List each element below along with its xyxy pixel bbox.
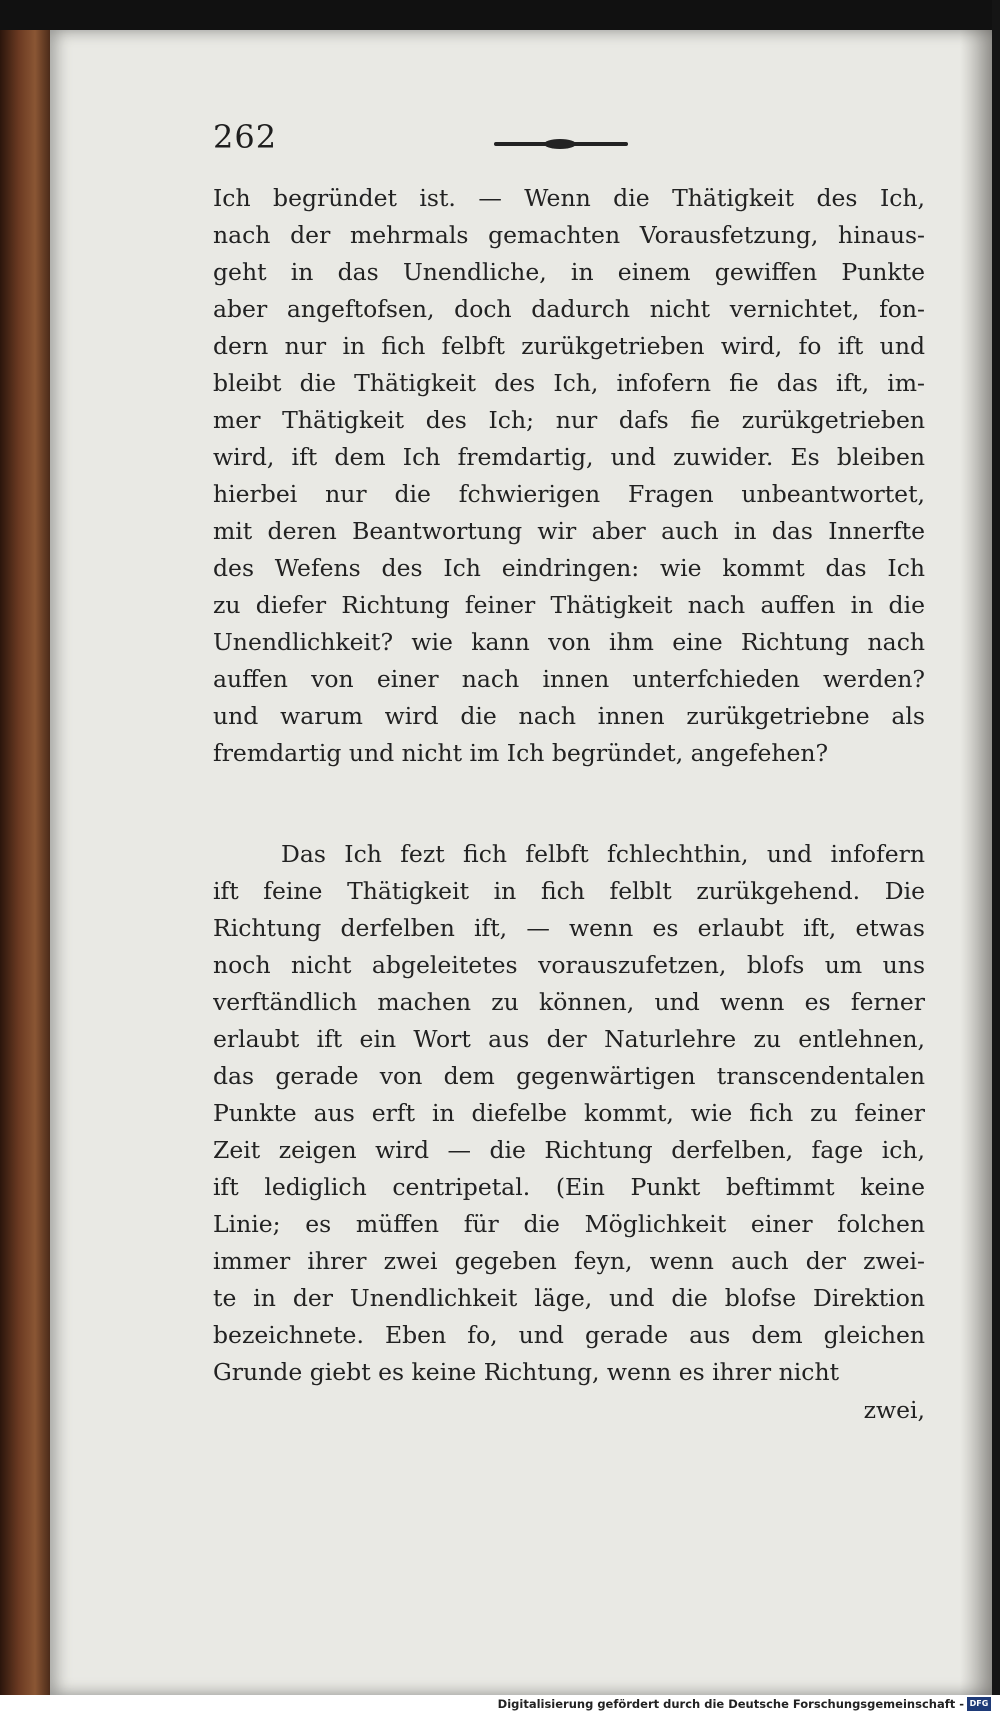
catchword-block <box>213 1392 925 1429</box>
text-line: und warum wird die nach innen zurükgetriebne als <box>213 702 925 730</box>
text-line: verftändlich machen zu können, und wenn es ferner <box>213 988 925 1016</box>
viewer-right-bar <box>992 0 1000 1715</box>
text-line: Zeit zeigen wird — die Richtung derfelben, fage ich, <box>213 1136 925 1164</box>
text-line: zu diefer Richtung feiner Thätigkeit nach auffen in die <box>213 591 925 619</box>
text-line: geht in das Unendliche, in einem gewiffen Punkte <box>213 258 925 286</box>
catchword: zwei, <box>863 1396 925 1424</box>
text-line: ift lediglich centripetal. (Ein Punkt beftimmt keine <box>213 1173 925 1201</box>
dfg-logo: DFG <box>967 1697 991 1711</box>
text-line: nach der mehrmals gemachten Vorausfetzung, hinaus- <box>213 221 925 249</box>
page-number: 262 <box>213 118 278 156</box>
text-line: ift feine Thätigkeit in fich felblt zurükgehend. Die <box>213 877 925 905</box>
text-line: Ich begründet ist. — Wenn die Thätigkeit des Ich, <box>213 184 925 212</box>
footer-credit: Digitalisierung gefördert durch die Deutsche Forschungsgemeinschaft - <box>497 1697 964 1711</box>
text-line: hierbei nur die fchwierigen Fragen unbeantwortet, <box>213 480 925 508</box>
text-line: aber angeftofsen, doch dadurch nicht vernichtet, fon- <box>213 295 925 323</box>
text-line: Grunde giebt es keine Richtung, wenn es ihrer nicht <box>213 1358 840 1386</box>
text-line: mer Thätigkeit des Ich; nur dafs fie zurükgetrieben <box>213 406 925 434</box>
text-line: erlaubt ift ein Wort aus der Naturlehre zu entlehnen, <box>213 1025 925 1053</box>
text-line: bezeichnete. Eben fo, und gerade aus dem gleichen <box>213 1321 925 1349</box>
text-line: das gerade von dem gegenwärtigen transcendentalen <box>213 1062 925 1090</box>
text-line: Unendlichkeit? wie kann von ihm eine Richtung nach <box>213 628 925 656</box>
text-line: Punkte aus erft in diefelbe kommt, wie fich zu feiner <box>213 1099 925 1127</box>
text-line: des Wefens des Ich eindringen: wie kommt das Ich <box>213 554 925 582</box>
text-line: wird, ift dem Ich fremdartig, und zuwider. Es bleiben <box>213 443 925 471</box>
text-line: mit deren Beantwortung wir aber auch in das Innerfte <box>213 517 925 545</box>
text-line: auffen von einer nach innen unterfchieden werden? <box>213 665 925 693</box>
text-line: Das Ich fezt fich felbft fchlechthin, und infofern <box>281 840 925 868</box>
paragraph-1 <box>213 180 925 772</box>
header-ornament <box>494 142 628 146</box>
page-gutter-shadow <box>960 30 992 1695</box>
book-edge <box>0 30 54 1695</box>
text-line: Linie; es müffen für die Möglichkeit einer folchen <box>213 1210 925 1238</box>
text-line: bleibt die Thätigkeit des Ich, infofern fie das ift, im- <box>213 369 925 397</box>
paragraph-2 <box>213 836 925 1391</box>
text-line: immer ihrer zwei gegeben feyn, wenn auch der zwei- <box>213 1247 925 1275</box>
text-line: te in der Unendlichkeit läge, und die blofse Direktion <box>213 1284 925 1312</box>
viewer-top-bar <box>0 0 1000 30</box>
text-line: fremdartig und nicht im Ich begründet, angefehen? <box>213 739 829 767</box>
text-line: dern nur in fich felbft zurükgetrieben wird, fo ift und <box>213 332 925 360</box>
text-line: Richtung derfelben ift, — wenn es erlaubt ift, etwas <box>213 914 925 942</box>
text-line: noch nicht abgeleitetes vorauszufetzen, blofs um uns <box>213 951 925 979</box>
